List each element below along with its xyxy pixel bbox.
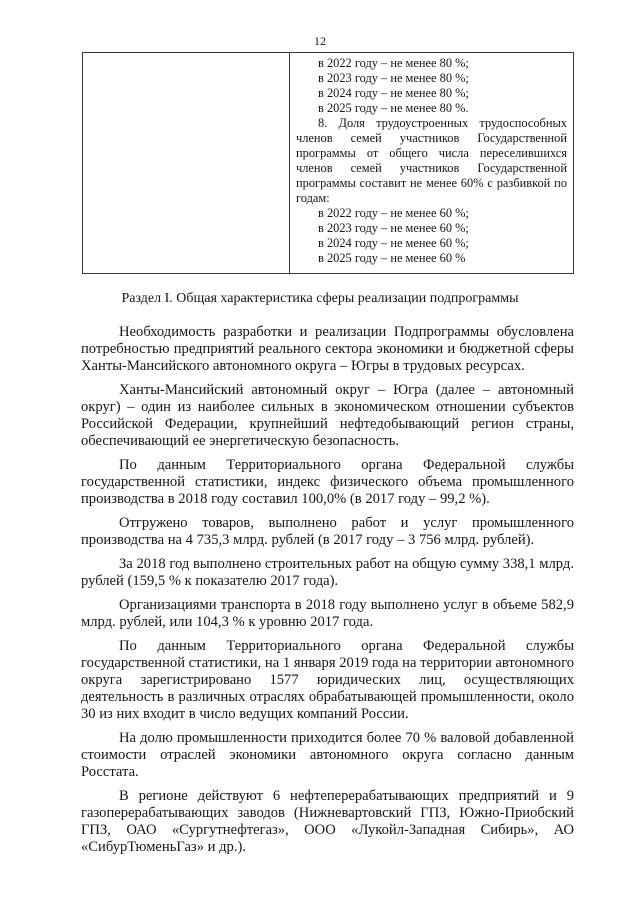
paragraph-necessity: Необходимость разработки и реализации Подпрограммы обусловлена потребностью предприятий реального сектора экономики и бюджетной сферы Ханты-Мансийского автономного округа – Югры в трудовых ресурсах. [81, 324, 574, 374]
table-line-2022-60: в 2022 году – не менее 60 %; [318, 206, 469, 220]
table-line-2024-60: в 2024 году – не менее 60 %; [318, 236, 469, 250]
page-number: 12 [314, 34, 326, 48]
paragraph-industry-share: На долю промышленности приходится более 70 % валовой добавленной стоимости отраслей экономики автономного округа согласно данным Росстата. [81, 730, 574, 780]
paragraph-region-overview: Ханты-Мансийский автономный округ – Югра (далее – автономный округ) – один из наиболее сильных в экономическом отношении субъектов Российской Федерации, крупнейший нефтедобывающий регион страны, обеспечивающий ее энергетическую безопасность. [81, 382, 574, 449]
table-line-2023-60: в 2023 году – не менее 60 %; [318, 221, 469, 235]
table-item-8: 8. Доля трудоустроенных трудоспособных членов семей участников Государственной программы от общего числа переселившихся членов семей участников Государственной программы составит не менее 60% с разбивкой по годам: [296, 116, 567, 205]
paragraph-construction: За 2018 год выполнено строительных работ на общую сумму 338,1 млрд. рублей (159,5 % к показателю 2017 года). [81, 556, 574, 589]
table-line-2023-80: в 2023 году – не менее 80 %; [318, 71, 469, 85]
body-text [81, 324, 574, 863]
table-line-2024-80: в 2024 году – не менее 80 %; [318, 86, 469, 100]
section-heading: Раздел I. Общая характеристика сферы реализации подпрограммы [121, 291, 519, 306]
paragraph-legal-entities: По данным Территориального органа Федеральной службы государственной статистики, на 1 января 2019 года на территории автономного округа зарегистрировано 1577 юридических лиц, осуществляющих деятельность в различных отраслях обрабатывающей промышленности, около 30 из них входит в число ведущих компаний России. [81, 638, 574, 722]
paragraph-shipped-goods: Отгружено товаров, выполнено работ и услуг промышленного производства на 4 735,3 млрд. рублей (в 2017 году – 3 756 млрд. рублей). [81, 515, 574, 548]
table-line-2025-80: в 2025 году – не менее 80 %. [318, 101, 469, 115]
continuation-table [82, 52, 574, 274]
table-cell-empty [83, 53, 290, 273]
paragraph-transport: Организациями транспорта в 2018 году выполнено услуг в объеме 582,9 млрд. рублей, или 104,3 % к уровню 2017 года. [81, 597, 574, 630]
table-line-2025-60: в 2025 году – не менее 60 % [318, 251, 466, 265]
table-line-2022-80: в 2022 году – не менее 80 %; [318, 56, 469, 70]
paragraph-production-index: По данным Территориального органа Федеральной службы государственной статистики, индекс физического объема промышленного производства в 2018 году составил 100,0% (в 2017 году – 99,2 %). [81, 457, 574, 507]
paragraph-refineries: В регионе действуют 6 нефтеперерабатывающих предприятий и 9 газоперерабатывающих заводов (Нижневартовский ГПЗ, Южно-Приобский ГПЗ, ОАО «Сургутнефтегаз», ООО «Лукойл-Западная Сибирь», АО «СибурТюменьГаз» и др.). [81, 788, 574, 855]
table-cell-targets [290, 53, 573, 273]
